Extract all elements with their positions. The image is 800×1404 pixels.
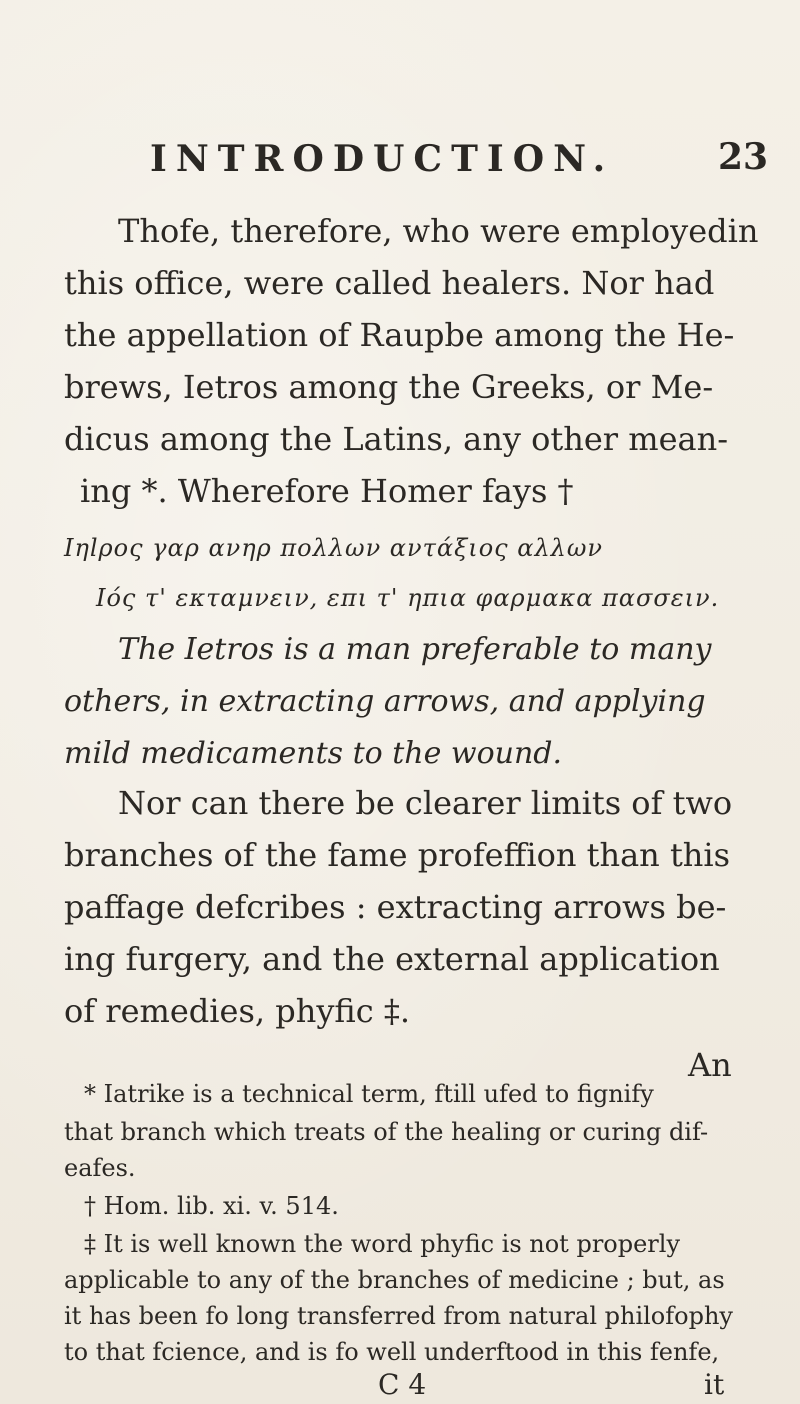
footnote-line: eafes.: [64, 1154, 136, 1182]
translation-line: The Ietros is a man preferable to many: [118, 632, 712, 667]
catchword-an: An: [688, 1046, 732, 1084]
footnote-line: * Iatrike is a technical term, ftill ufed to fignify: [84, 1080, 654, 1108]
translation-line: others, in extracting arrows, and applying: [64, 684, 706, 719]
body-line: ing *. Wherefore Homer fays †: [80, 472, 574, 510]
body-line: Nor can there be clearer limits of two: [118, 784, 733, 822]
body-line: dicus among the Latins, any other mean-: [64, 420, 729, 458]
translation-line: mild medicaments to the wound.: [64, 736, 563, 771]
greek-verse-line: Iηlρος γαρ ανηρ πολλων αντάξιος αλλων: [64, 534, 604, 562]
footnote-line: to that fcience, and is fo well underftood in this fenfe,: [64, 1338, 720, 1366]
footnote-line: ‡ It is well known the word phyfic is not properly: [84, 1230, 681, 1258]
footnote-line: it has been fo long transferred from natural philofophy: [64, 1302, 733, 1330]
signature-mark: C 4: [378, 1368, 427, 1401]
body-line: of remedies, phyfic ‡.: [64, 992, 410, 1030]
footnote-line: that branch which treats of the healing or curing dif-: [64, 1118, 709, 1146]
body-line: paffage defcribes : extracting arrows be-: [64, 888, 727, 926]
footnote-line: applicable to any of the branches of medicine ; but, as: [64, 1266, 725, 1294]
body-line: brews, Ietros among the Greeks, or Me-: [64, 368, 714, 406]
page-number: 23: [718, 136, 769, 178]
running-title: INTRODUCTION.: [150, 138, 615, 180]
footnote-line: † Hom. lib. xi. v. 514.: [84, 1192, 339, 1220]
body-line: Thofe, therefore, who were employedin: [118, 212, 759, 250]
greek-verse-line: Ιός τ' εκταμνειν, επι τ' ηπια φαρμακα πασσειν.: [96, 584, 720, 612]
catchword-it: it: [704, 1368, 725, 1401]
body-line: branches of the fame profeffion than this: [64, 836, 731, 874]
body-line: the appellation of Raupbe among the He-: [64, 316, 735, 354]
body-line: this office, were called healers. Nor had: [64, 264, 715, 302]
body-line: ing furgery, and the external application: [64, 940, 720, 978]
